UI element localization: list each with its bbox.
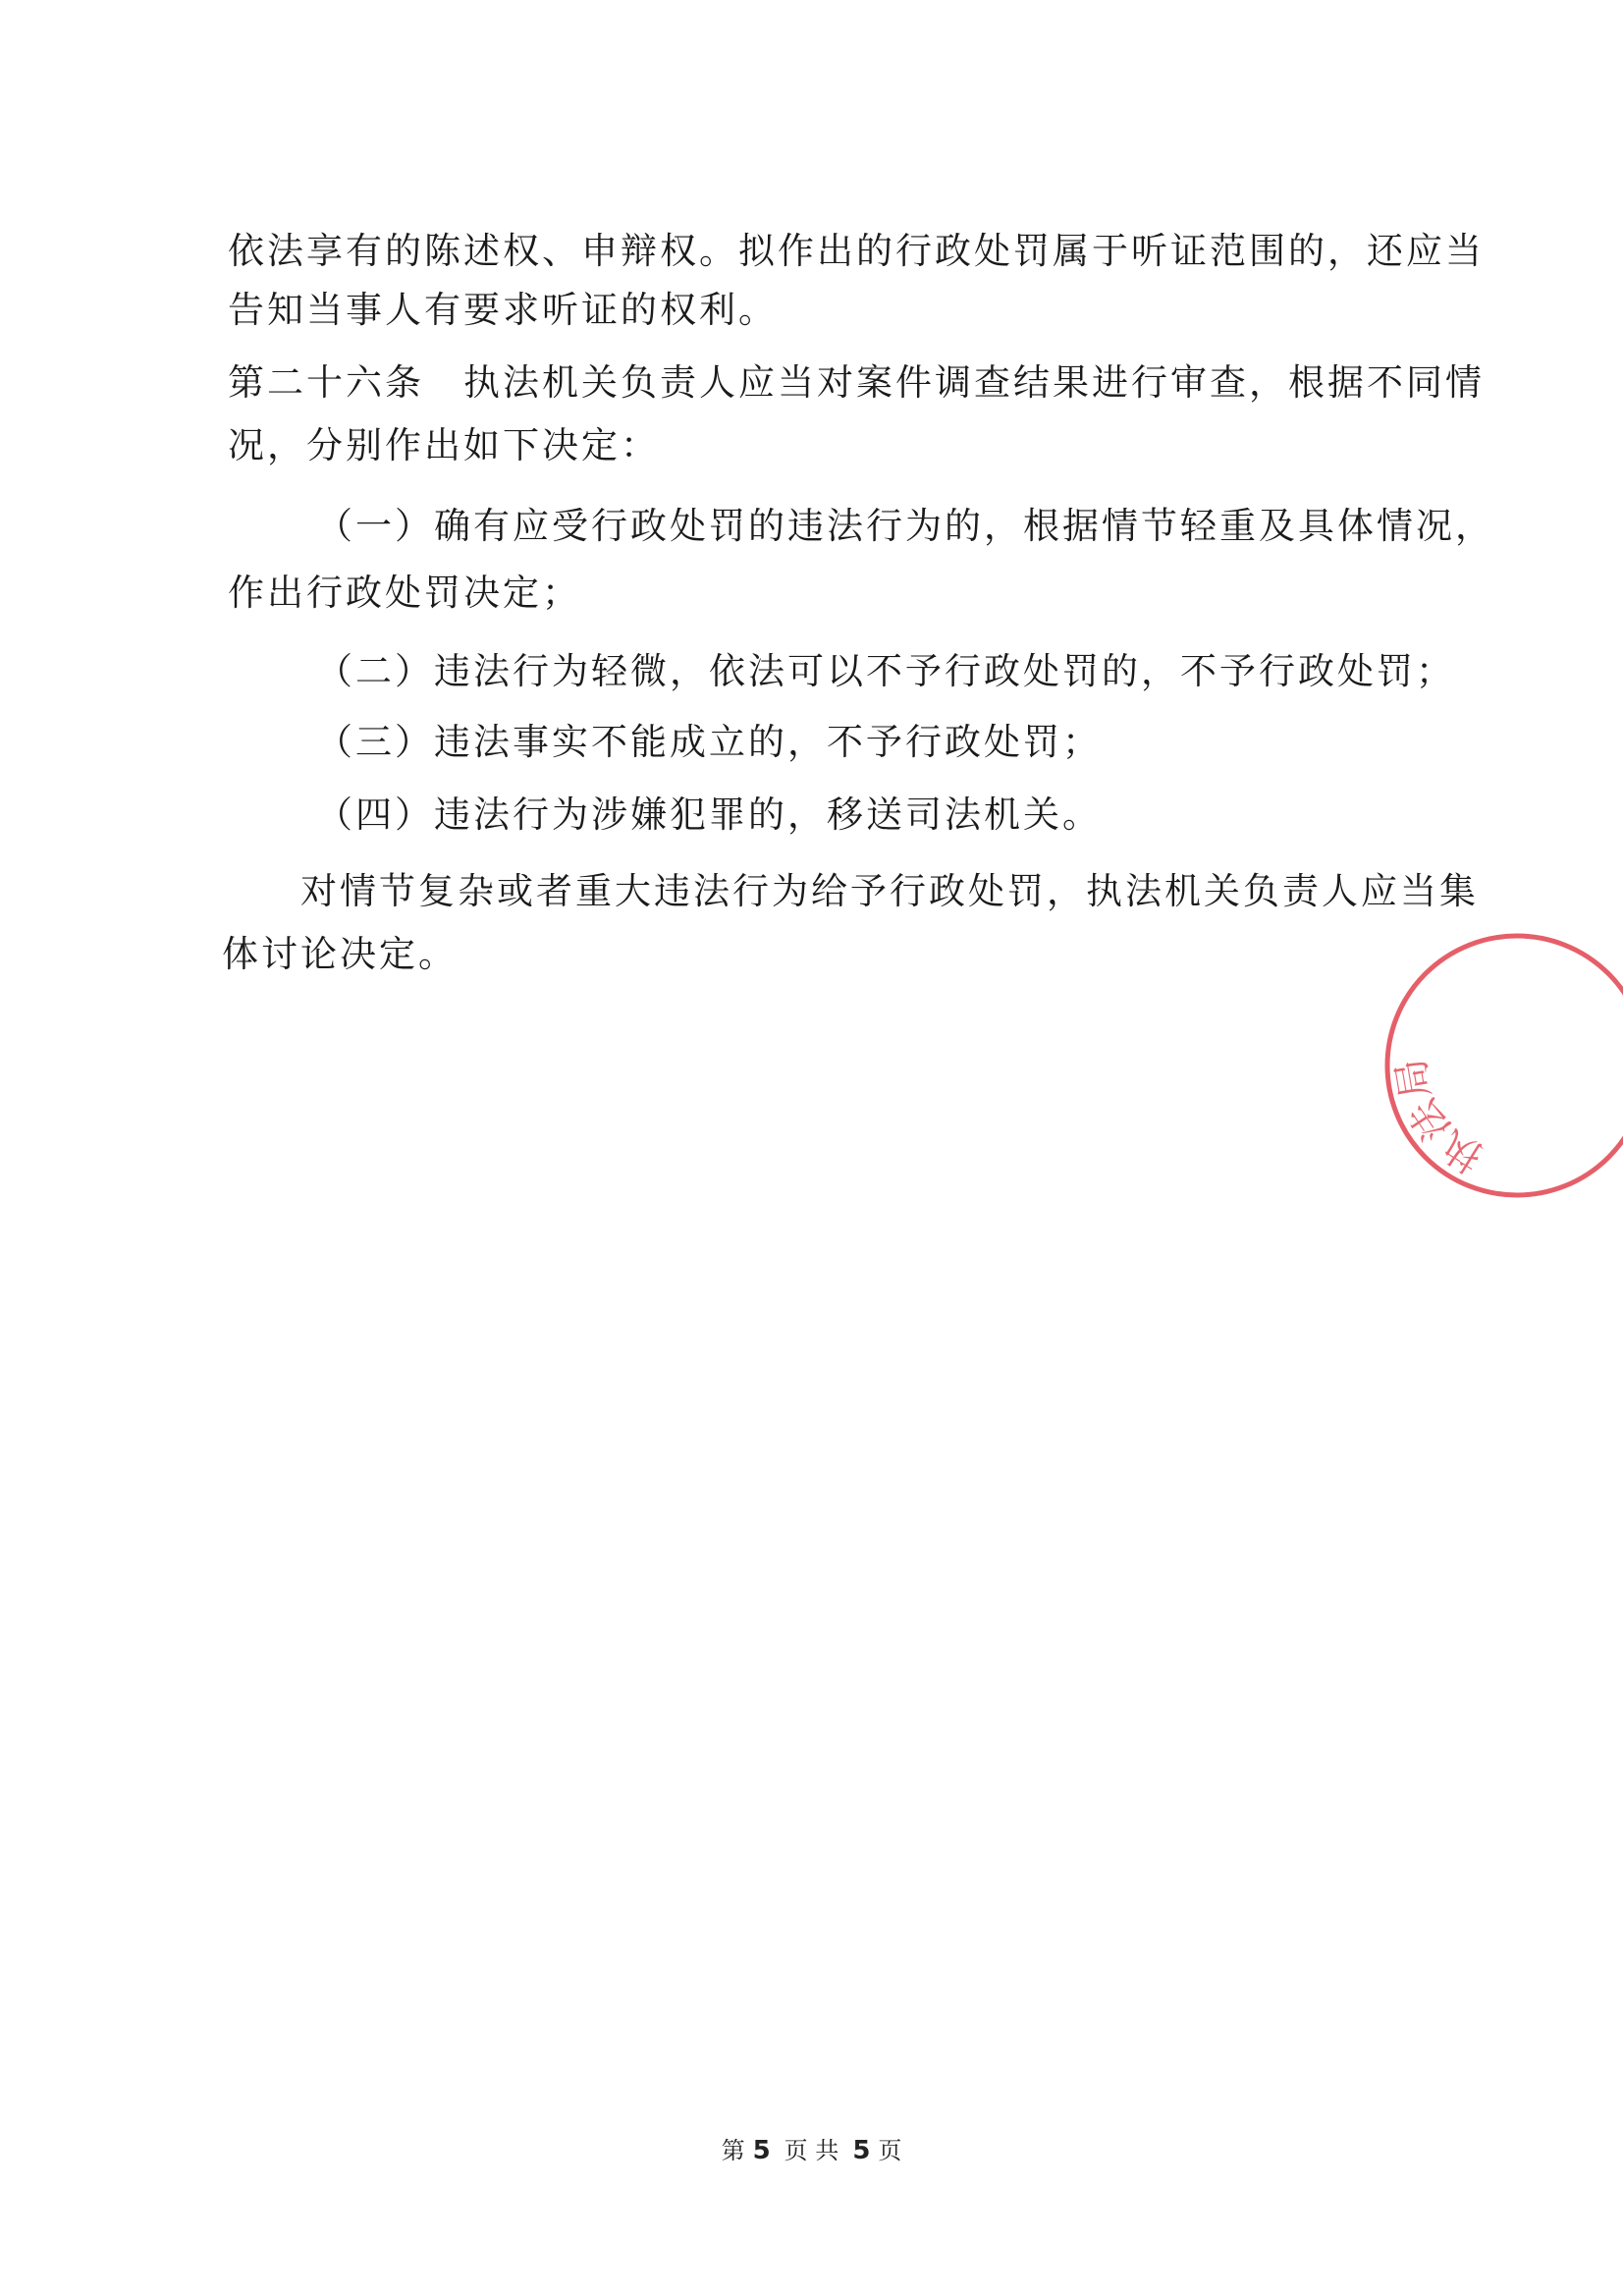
official-seal — [1370, 918, 1623, 1213]
article-26-line: 第二十六条 执法机关负责人应当对案件调查结果进行审查，根据不同情 — [228, 361, 1485, 404]
clause-4-line: （四）违法行为涉嫌犯罪的，移送司法机关。 — [316, 793, 1102, 836]
page-footer — [0, 2131, 1623, 2165]
footer-page-number: 5 — [752, 2136, 771, 2165]
body-line: 况，分别作出如下决定： — [228, 424, 660, 466]
clause-2-line: （二）违法行为轻微，依法可以不予行政处罚的，不予行政处罚； — [316, 650, 1455, 692]
clause-3-line: （三）违法事实不能成立的，不予行政处罚； — [316, 721, 1102, 763]
footer-middle: 页 共 — [784, 2137, 839, 2164]
seal-text: 执法局 — [1388, 1055, 1491, 1180]
body-line: 作出行政处罚决定； — [228, 572, 581, 614]
footer-suffix: 页 — [878, 2137, 902, 2164]
footer-prefix: 第 — [721, 2137, 745, 2164]
body-line: 体讨论决定。 — [222, 933, 458, 975]
body-line: 告知当事人有要求听证的权利。 — [228, 289, 778, 331]
clause-1-line: （一）确有应受行政处罚的违法行为的，根据情节轻重及具体情况， — [316, 505, 1494, 547]
footer-total-pages: 5 — [852, 2136, 871, 2165]
body-line: 对情节复杂或者重大违法行为给予行政处罚，执法机关负责人应当集 — [300, 870, 1479, 912]
body-line: 依法享有的陈述权、申辩权。拟作出的行政处罚属于听证范围的，还应当 — [228, 230, 1485, 272]
